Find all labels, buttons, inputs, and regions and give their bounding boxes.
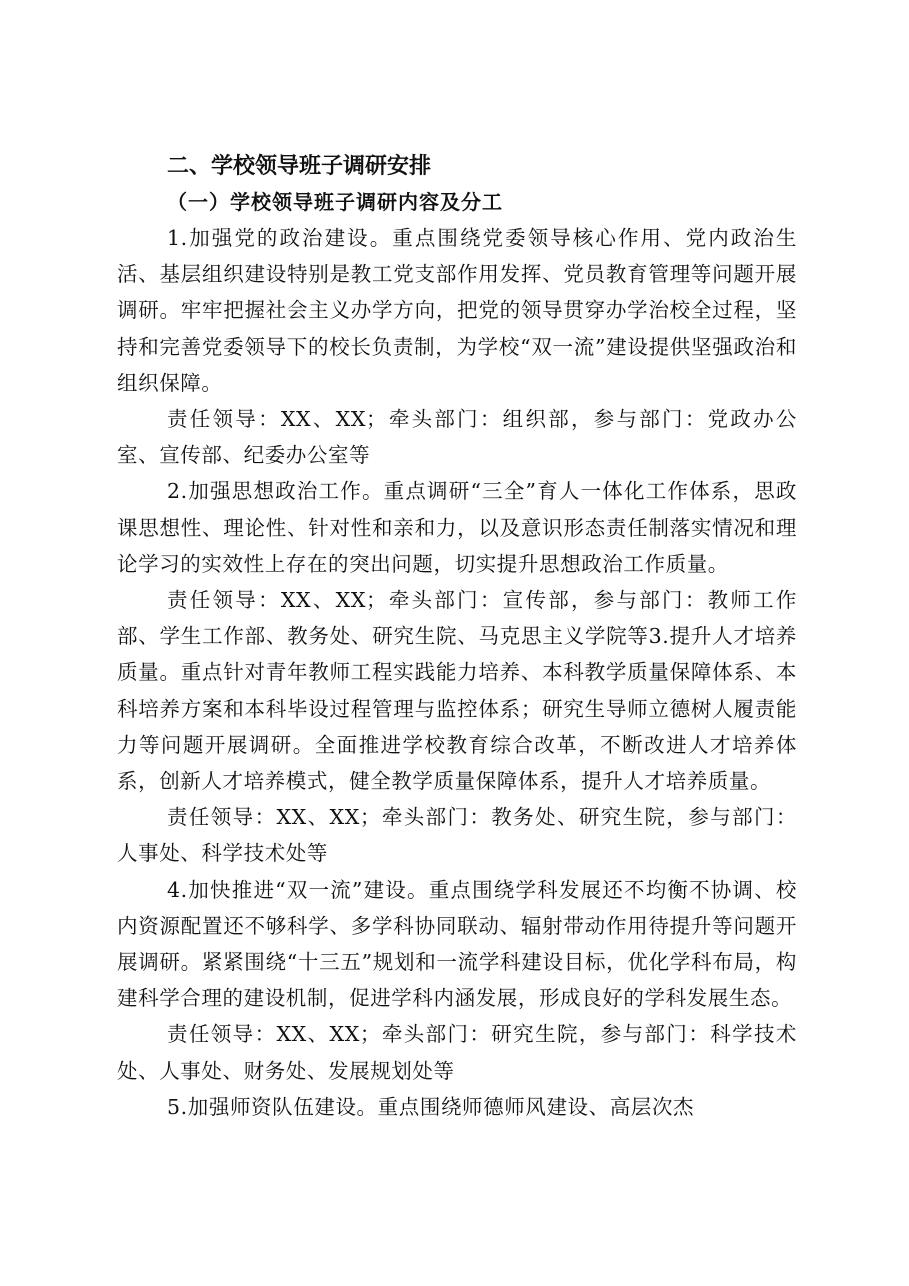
- subsection-heading: （一）学校领导班子调研内容及分工: [167, 190, 503, 214]
- document-page: [117, 150, 797, 1125]
- paragraph-faculty-building: 5.加强师资队伍建设。重点围绕师德师风建设、高层次杰: [167, 1094, 695, 1119]
- paragraph-double-first-class: 4.加快推进“双一流”建设。重点围绕学科发展还不均衡不协调、校内资源配置还不够科学、多学科协同联动、辐射带动作用待提升等问题开展调研。紧紧围绕“十三五”规划和一流学科建设目标，优化学科布局，构建科学合理的建设机制，促进学科内涵发展，形成良好的学科发展生态。: [117, 877, 797, 1011]
- paragraph-responsibility-4: 责任领导：XX、XX；牵头部门：研究生院，参与部门：科学技术处、人事处、财务处、发展规划处等: [117, 1022, 797, 1083]
- paragraph-responsibility-3: 责任领导：XX、XX；牵头部门：教务处、研究生院，参与部门：人事处、科学技术处等: [117, 805, 797, 866]
- paragraph-ideological-work: 2.加强思想政治工作。重点调研“三全”育人一体化工作体系，思政课思想性、理论性、针对性和亲和力，以及意识形态责任制落实情况和理论学习的实效性上存在的突出问题，切实提升思想政治工作质量。: [117, 479, 797, 576]
- paragraph-responsibility-2-talent-training: 责任领导：XX、XX；牵头部门：宣传部，参与部门：教师工作部、学生工作部、教务处、研究生院、马克思主义学院等3.提升人才培养质量。重点针对青年教师工程实践能力培养、本科教学质量保障体系、本科培养方案和本科毕设过程管理与监控体系；研究生导师立德树人履责能力等问题开展调研。全面推进学校教育综合改革，不断改进人才培养体系，创新人才培养模式，健全教学质量保障体系，提升人才培养质量。: [117, 588, 797, 794]
- paragraph-responsibility-1: 责任领导：XX、XX；牵头部门：组织部，参与部门：党政办公室、宣传部、纪委办公室等: [117, 407, 797, 468]
- section-heading: 二、学校领导班子调研安排: [167, 154, 432, 179]
- paragraph-political-building: 1.加强党的政治建设。重点围绕党委领导核心作用、党内政治生活、基层组织建设特别是教工党支部作用发挥、党员教育管理等问题开展调研。牢牢把握社会主义办学方向，把党的领导贯穿办学治校全过程，坚持和完善党委领导下的校长负责制，为学校“双一流”建设提供坚强政治和组织保障。: [117, 226, 797, 395]
